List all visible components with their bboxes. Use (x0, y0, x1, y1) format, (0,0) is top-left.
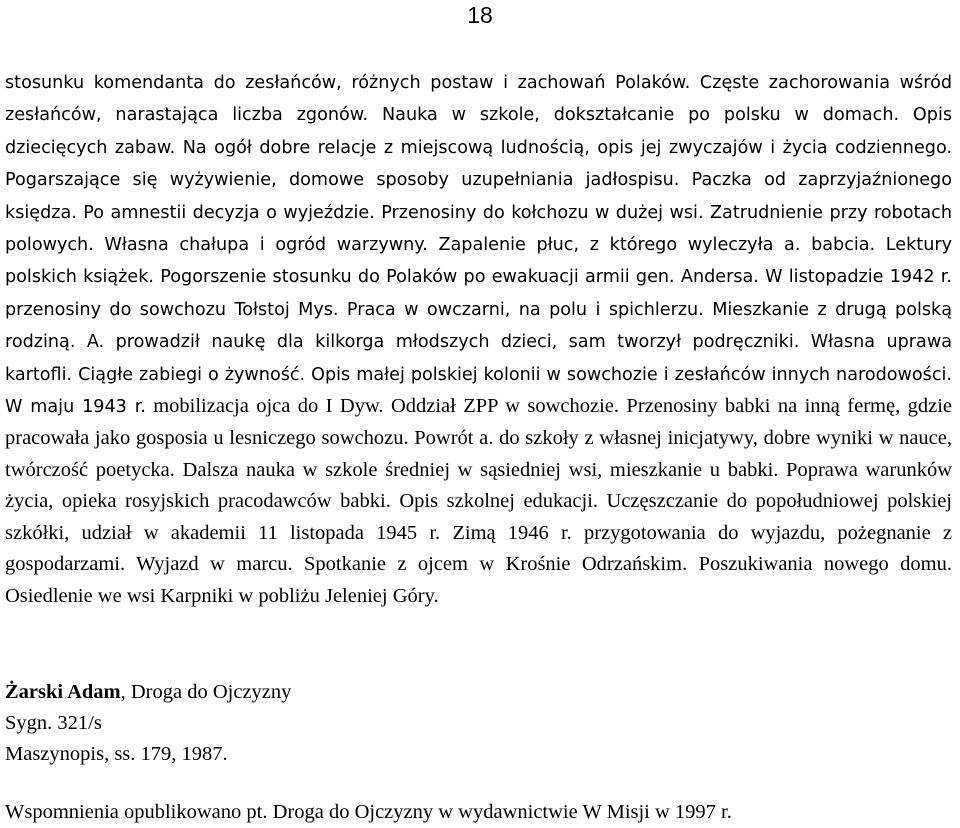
summary-text-serif: mobilizacja ojca do I Dyw. Oddział ZPP w sowchozie. Przenosiny babki na inną fermę, gdzie pracowała jako gosposia u lesniczego sowchozu. Powrót a. do szkoły z własnej inicjatywy, dobre wyniki w nauce, twórczość poetycka. Dalsza nauka w szkole średniej w sąsiedniej wsi, mieszkanie u babki. Poprawa warunków życia, opieka rosyjskich pracodawców babki. Opis szkolnej edukacji. Uczęszczanie do popołudniowej polskiej szkółki, udział w akademii 11 listopada 1945 r. Zimą 1946 r. przygotowania do wyjazdu, pożegnanie z gospodarzami. Wyjazd w marcu. Spotkanie z ojcem w Krośnie Odrzańskim. Poszukiwania nowego domu. Osiedlenie we wsi Karpniki w pobliżu Jeleniej Góry. (5, 395, 953, 607)
author-name: Żarski Adam (5, 681, 121, 703)
summary-text-sans: stosunku komendanta do zesłańców, różnych postaw i zachowań Polaków. Częste zachorowania wśród zesłańców, narastająca liczba zgonów. Nauka w szkole, dokształcanie po polsku w domach. Opis dziecięcych zabaw. Na ogół dobre relacje z miejscową ludnością, opis jej zwyczajów i życia codziennego. Pogarszające się wyżywienie, domowe sposoby uzupełniania jadłospisu. Paczka od zaprzyjaźnionego księdza. Po amnestii decyzja o wyjeździe. Przenosiny do kołchozu w dużej wsi. Zatrudnienie przy robotach polowych. Własna chałupa i ogród warzywny. Zapalenie płuc, z którego wyleczyła a. babcia. Lektury polskich książek. Pogorszenie stosunku do Polaków po ewakuacji armii gen. Andersa. W listopadzie 1942 r. przenosiny do sowchozu Tołstoj Mys. Praca w owczarni, na polu i spichlerzu. Mieszkanie z drugą polską rodziną. A. prowadził naukę dla kilkorga młodszych dzieci, sam tworzył podręczniki. Własna uprawa kartofli. Ciągłe zabiegi o żywność. Opis małej polskiej kolonii w sowchozie i zesłańców innych narodowości. W maju 1943 r. (5, 73, 952, 418)
entry-heading (5, 677, 291, 708)
entry-signature: Sygn. 321/s (5, 712, 102, 734)
publication-note: Wspomnienia opublikowano pt. Droga do Ojczyzny w wydawnictwie W Misji w 1997 r. (5, 801, 732, 823)
summary-paragraph (5, 67, 952, 612)
entry-title: , Droga do Ojczyzny (120, 681, 292, 703)
bibliographic-entry (5, 677, 291, 770)
entry-format: Maszynopis, ss. 179, 1987. (5, 743, 228, 765)
page-number: 18 (467, 2, 493, 28)
